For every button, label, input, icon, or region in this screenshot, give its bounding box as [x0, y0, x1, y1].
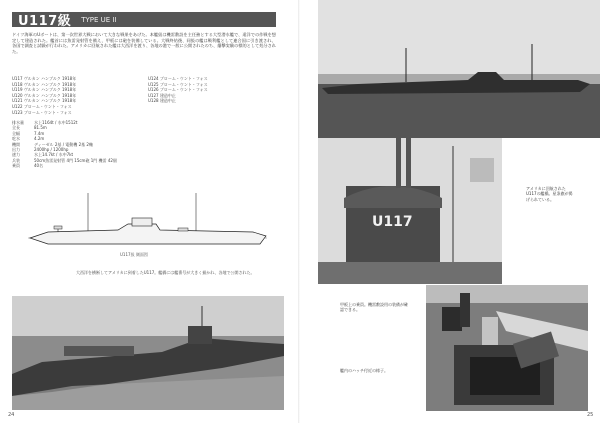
data-key: 乗員	[12, 163, 20, 169]
data-table	[12, 120, 212, 169]
photo-submarine-surface	[318, 0, 600, 138]
data-key: 兵装	[12, 157, 20, 163]
page-number-left: 24	[8, 412, 15, 418]
data-key: 全幅	[12, 130, 20, 136]
data-key: 速力	[12, 152, 20, 158]
data-row	[12, 163, 212, 168]
spec-line: U121 ヴルカン ハンブルク 1918年	[12, 98, 77, 104]
data-value: 50cm魚雷発射管 4門 15cm砲 1門 機雷 42個	[34, 157, 117, 163]
data-key: 出力	[12, 147, 20, 153]
photo-caption-mid: 大西洋を横断してアメリカに到着したU117。艦橋には艦番号が大きく描かれ、各地で公開された。	[76, 270, 255, 275]
data-key: 全長	[12, 125, 20, 131]
data-value: 81.5m	[34, 125, 47, 131]
body-text: ドイツ海軍のUボートは、第一次世界大戦において大きな戦果をあげた。本艦級は機雷敷設を主任務とする大型潜水艦で、遠洋での作戦を想定して建造された。艦首には魚雷発射管を備え、甲板には砲を装備している。大戦終結後、同級の艦は戦利艦として連合国に引き渡され、各国で調査と試験が行われた。アメリカに回航された艦は大西洋を渡り、各地の港で一般に公開されたのち、爆撃実験の標的として処分された。	[12, 32, 276, 54]
spec-line: U117 ヴルカン ハンブルク 1918年	[12, 76, 77, 81]
spec-line: U123 ブローム・ウント・フォス	[12, 109, 72, 115]
spec-line: U126 ブローム・ウント・フォス	[148, 87, 208, 93]
photo-submarine-at-sea	[12, 296, 284, 410]
spec-line: U128 建造中止	[148, 98, 176, 104]
spec-line: U118 ヴルカン ハンブルク 1918年	[12, 81, 77, 87]
page-number-right: 25	[587, 412, 594, 418]
page-title: U117級	[18, 14, 72, 29]
data-value: 4.2m	[34, 136, 45, 142]
data-value: 2400hp / 1200hp	[34, 147, 69, 153]
specs-right-column	[148, 76, 276, 115]
data-key: 機関	[12, 141, 20, 147]
spec-line: U120 ヴルカン ハンブルク 1918年	[12, 92, 77, 98]
data-key: 排水量	[12, 120, 24, 125]
specs-left-column	[12, 76, 140, 115]
data-value: 7.4m	[34, 130, 45, 136]
title-banner	[12, 12, 276, 27]
specs-block	[12, 76, 276, 115]
spec-line: U124 ブローム・ウント・フォス	[148, 76, 208, 81]
spec-line: U127 建造中止	[148, 92, 176, 98]
data-value: 40名	[34, 163, 44, 169]
data-key: 吃水	[12, 136, 20, 142]
data-value: 水上1164t / 水中1512t	[34, 120, 78, 125]
photo-caption-right-3: 艦内のハッチ付近の様子。	[340, 368, 388, 373]
side-profile-drawing	[28, 188, 268, 258]
data-value: 水上14.7kt / 水中7kt	[34, 152, 74, 158]
photo-deck-crew	[426, 285, 588, 411]
photo-conning-tower	[318, 138, 502, 284]
photo-caption-right-2: 甲板上の乗員。機雷敷設用の装備が確認できる。	[340, 302, 408, 313]
spec-line: U119 ヴルカン ハンブルク 1918年	[12, 87, 77, 93]
spec-line: U122 ブローム・ウント・フォス	[12, 103, 72, 109]
data-value: ディーゼル 2基 / 電動機 2基 2軸	[34, 141, 93, 147]
drawing-caption: U117級 側面図	[120, 252, 148, 257]
hull-number: U117	[372, 214, 413, 230]
spec-line: U125 ブローム・ウント・フォス	[148, 81, 208, 87]
page-subtitle: TYPE UE II	[81, 15, 117, 24]
photo-caption-right-1: アメリカに回航されたU117の艦橋。星条旗が掲げられている。	[526, 186, 573, 202]
